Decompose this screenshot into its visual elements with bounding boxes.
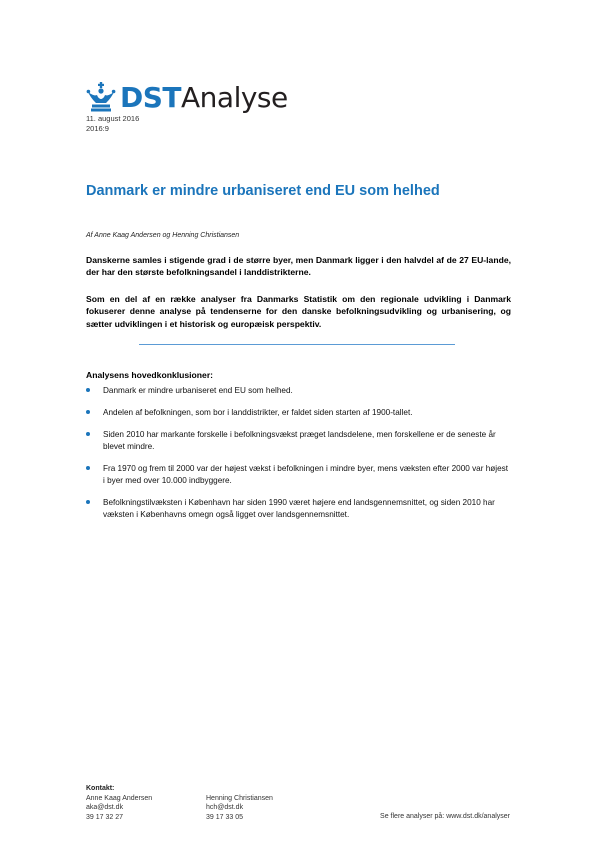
list-item-text: Andelen af befolkningen, som bor i landdistrikter, er faldet siden starten af 1900-tallet. xyxy=(103,408,413,417)
publication-date: 11. august 2016 xyxy=(86,114,140,123)
list-item xyxy=(86,385,511,397)
list-item xyxy=(86,407,511,419)
lead-paragraph-1: Danskerne samles i stigende grad i de større byer, men Danmark ligger i den halvdel af de 27 EU-lande, der har den største befolkningsandel i landdistrikterne. xyxy=(86,255,511,278)
bullet-icon xyxy=(86,432,90,436)
more-analyses-link[interactable]: Se flere analyser på: www.dst.dk/analyser xyxy=(380,813,510,820)
page-title: Danmark er mindre urbaniseret end EU som helhed xyxy=(86,183,440,199)
contact-block-2 xyxy=(206,784,273,822)
contact-email[interactable]: hch@dst.dk xyxy=(206,804,244,812)
list-item xyxy=(86,463,511,487)
contact-email[interactable]: aka@dst.dk xyxy=(86,804,124,812)
list-item-text: Danmark er mindre urbaniseret end EU som helhed. xyxy=(103,386,293,395)
contact-phone: 39 17 33 05 xyxy=(206,813,243,821)
contact-label: Kontakt: xyxy=(86,785,115,792)
contact-name: Henning Christiansen xyxy=(206,794,273,802)
bullet-icon xyxy=(86,466,90,470)
publication-meta xyxy=(86,114,139,134)
list-item xyxy=(86,497,511,521)
bullet-icon xyxy=(86,410,90,414)
contact-block-1 xyxy=(86,784,152,822)
contact-phone: 39 17 32 27 xyxy=(86,813,123,821)
list-item-text: Befolkningstilvæksten i København har siden 1990 været højere end landsgennemsnittet, og siden 2010 har væksten i Københavns omegn også ligget over landsgennemsnittet. xyxy=(103,498,495,519)
list-item xyxy=(86,429,511,453)
crown-icon xyxy=(86,82,116,112)
logo-analyse-text: Analyse xyxy=(181,81,288,114)
bullet-icon xyxy=(86,500,90,504)
bullet-icon xyxy=(86,388,90,392)
conclusions-list xyxy=(86,385,511,531)
list-item-text: Siden 2010 har markante forskelle i befolkningsvækst præget landsdelene, men forskellene er de seneste år blevet mindre. xyxy=(103,430,496,451)
publication-number: 2016:9 xyxy=(86,124,109,133)
list-item-text: Fra 1970 og frem til 2000 var der højest vækst i befolkningen i mindre byer, mens væksten efter 2000 var højest i byer med over 10.000 indbyggere. xyxy=(103,464,509,485)
lead-paragraph-2: Som en del af en række analyser fra Danmarks Statistik om den regionale udvikling i Danmark fokuserer denne analyse på tendenserne for den danske befolkningsudvikling og urbanisering, og sætter udviklingen i et historisk og europæisk perspektiv. xyxy=(86,294,511,329)
section-divider xyxy=(139,344,455,345)
logo-dst-text: DST xyxy=(120,81,182,114)
authors-line: Af Anne Kaag Andersen og Henning Christiansen xyxy=(86,232,240,239)
contact-name: Anne Kaag Andersen xyxy=(86,794,153,802)
conclusions-heading: Analysens hovedkonklusioner: xyxy=(86,370,214,380)
dst-analyse-logo xyxy=(86,78,288,112)
